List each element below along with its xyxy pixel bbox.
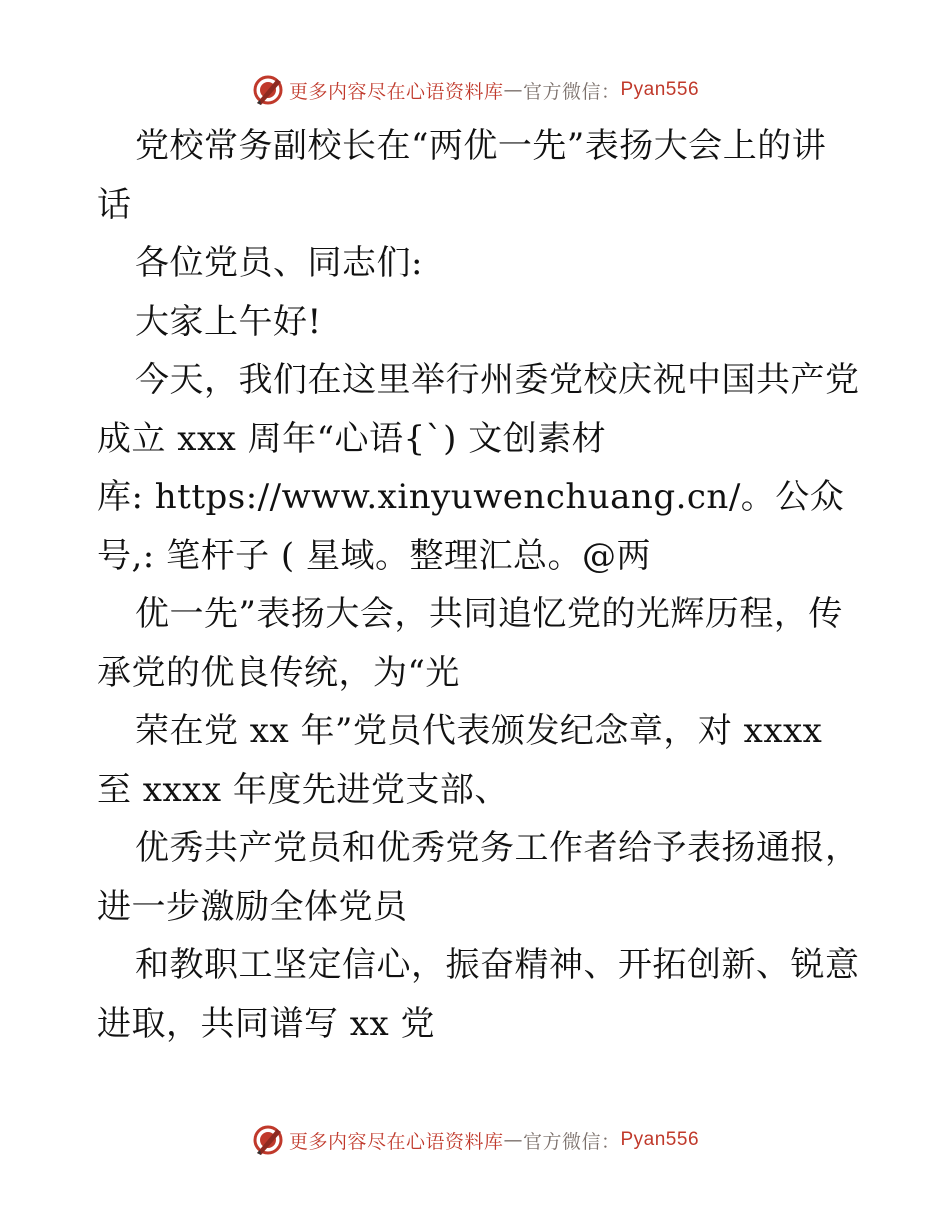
banner-dash: — [503,79,523,101]
document-line: 号,: 笔杆子 ( 星域。整理汇总。@两 [97,535,651,576]
banner-promo-text: 更多内容尽在心语资料库 [288,1130,504,1153]
pen-circle-logo-icon [251,1123,285,1157]
document-line: 库: https://www.xinyuwenchuang.cn/。公众 [97,477,845,517]
document-line: 进取，共同谱写 xx 党 [97,1003,435,1044]
document-line: 大家上午好! [135,301,322,342]
banner-dash: — [503,1129,523,1151]
document-line: 各位党员、同志们: [135,243,423,283]
document-body [97,117,860,1053]
document-line: 党校常务副校长在“两优一先”表扬大会上的讲 [135,126,827,166]
banner-wechat-id: Pyan556 [620,1129,700,1150]
document-line: 优一先”表扬大会，共同追忆党的光辉历程，传 [135,594,843,634]
document-line: 承党的优良传统，为“光 [97,652,460,693]
banner-promo-text: 更多内容尽在心语资料库 [288,80,504,103]
document-line: 荣在党 xx 年”党员代表颁发纪念章，对 xxxx [135,711,823,751]
banner-wechat-label: 官方微信： [522,80,621,103]
pen-circle-logo-icon [251,73,285,107]
document-line: 和教职工坚定信心，振奋精神、开拓创新、锐意 [135,945,860,985]
document-line: 至 xxxx 年度先进党支部、 [97,769,509,810]
header-banner [0,70,950,110]
document-line: 话 [97,184,132,225]
footer-banner [0,1120,950,1160]
banner-wechat-id: Pyan556 [620,79,700,100]
document-line: 进一步激励全体党员 [97,886,408,927]
document-line: 成立 xxx 周年“心语{`) 文创素材 [97,418,607,459]
document-line: 今天，我们在这里举行州委党校庆祝中国共产党 [135,360,860,400]
banner-wechat-label: 官方微信： [522,1130,621,1153]
document-line: 优秀共产党员和优秀党务工作者给予表扬通报， [135,828,860,868]
